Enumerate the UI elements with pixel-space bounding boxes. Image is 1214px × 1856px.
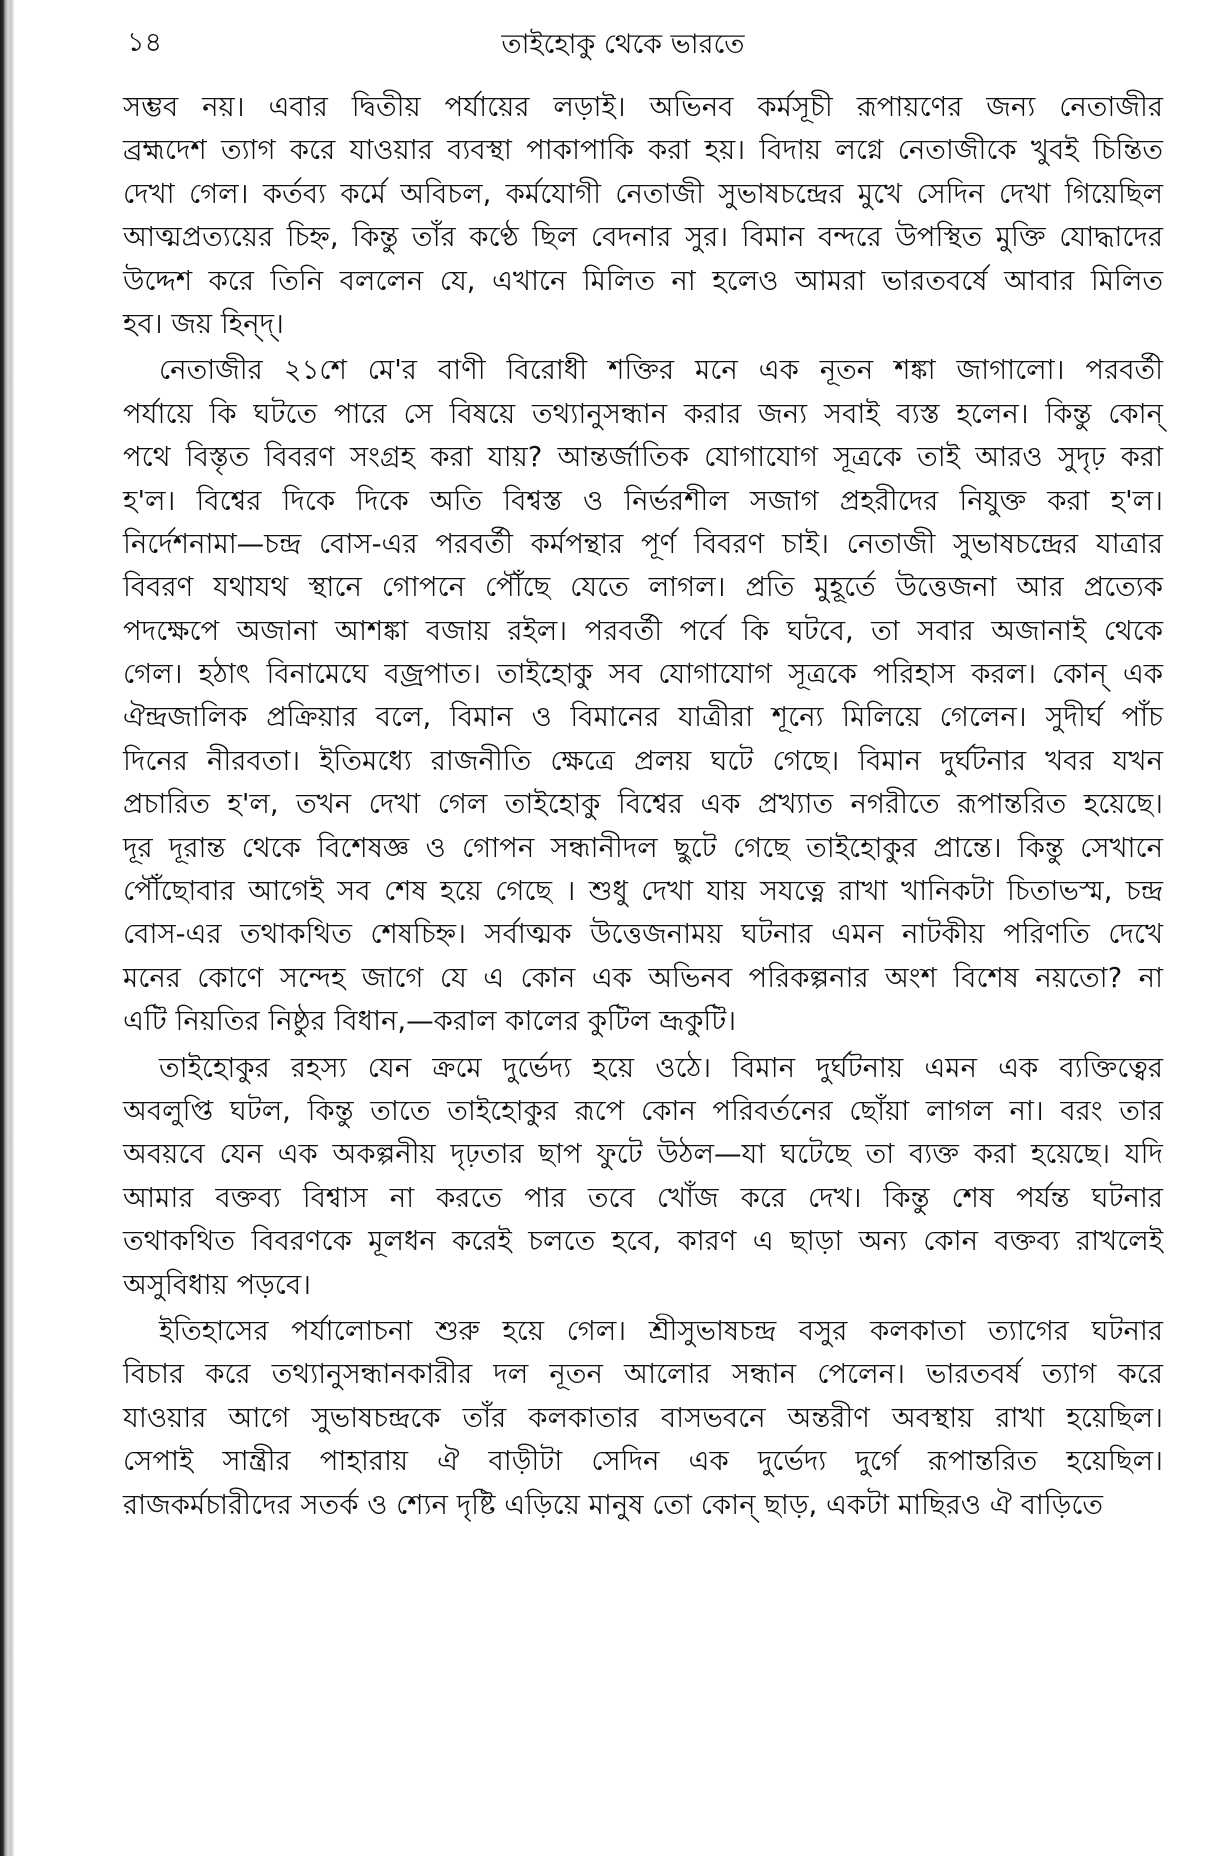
text-line: সম্ভব নয়। এবার দ্বিতীয় পর্যায়ের লড়াই। অভিনব কর্মসূচী রূপায়ণের জন্য নেতাজীর <box>123 91 1163 123</box>
text-line: বিচার করে তথ্যানুসন্ধানকারীর দল নূতন আলোর সন্ধান পেলেন। ভারতবর্ষ ত্যাগ করে <box>123 1358 1163 1391</box>
text-line: দূর দূরান্ত থেকে বিশেষজ্ঞ ও গোপন সন্ধানীদল ছুটে গেছে তাইহোকুর প্রান্তে। কিন্তু সেখানে <box>123 831 1163 864</box>
text-line: আত্মপ্রত্যয়ের চিহ্ন, কিন্তু তাঁর কণ্ঠে ছিল বেদনার সুর। বিমান বন্দরে উপস্থিত মুক্তি যোদ্ধাদের <box>123 221 1163 254</box>
text-line: গেল। হঠাৎ বিনামেঘে বজ্রপাত। তাইহোকু সব যোগাযোগ সূত্রকে পরিহাস করল। কোন্ এক <box>123 658 1163 691</box>
body-text <box>123 86 1163 1527</box>
paragraph <box>123 1047 1163 1307</box>
text-line: বোস-এর তথাকথিত শেষচিহ্ন। সর্বাত্মক উত্তেজনাময় ঘটনার এমন নাটকীয় পরিণতি দেখে <box>123 918 1163 951</box>
text-line: এটি নিয়তির নিষ্ঠুর বিধান,—করাল কালের কুটিল ভ্রূকুটি। <box>123 1005 737 1038</box>
text-line: অবয়বে যেন এক অকল্পনীয় দৃঢ়তার ছাপ ফুটে উঠল—যা ঘটেছে তা ব্যক্ত করা হয়েছে। যদি <box>123 1138 1163 1171</box>
text-line: হ'ল। বিশ্বের দিকে দিকে অতি বিশ্বস্ত ও নির্ভরশীল সজাগ প্রহরীদের নিযুক্ত করা হ'ল। <box>123 484 1163 517</box>
running-header <box>123 22 1163 66</box>
text-line: ঐন্দ্রজালিক প্রক্রিয়ার বলে, বিমান ও বিমানের যাত্রীরা শূন্যে মিলিয়ে গেলেন। সুদীর্ঘ পাঁচ <box>123 701 1163 734</box>
text-line: ইতিহাসের পর্যালোচনা শুরু হয়ে গেল। শ্রীসুভাষচন্দ্র বসুর কলকাতা ত্যাগের ঘটনার <box>159 1314 1163 1347</box>
paragraph <box>123 1310 1163 1527</box>
text-line: নেতাজীর ২১শে মে'র বাণী বিরোধী শক্তির মনে এক নূতন শঙ্কা জাগালো। পরবর্তী <box>159 354 1163 387</box>
text-line: উদ্দেশ করে তিনি বললেন যে, এখানে মিলিত না হলেও আমরা ভারতবর্ষে আবার মিলিত <box>123 264 1163 297</box>
text-line: পথে বিস্তৃত বিবরণ সংগ্রহ করা যায়? আন্তর্জাতিক যোগাযোগ সূত্রকে তাই আরও সুদৃঢ় করা <box>123 441 1163 474</box>
text-line: পর্যায়ে কি ঘটতে পারে সে বিষয়ে তথ্যানুসন্ধান করার জন্য সবাই ব্যস্ত হলেন। কিন্তু কোন্ <box>123 397 1163 430</box>
text-line: ব্রহ্মদেশ ত্যাগ করে যাওয়ার ব্যবস্থা পাকাপাকি করা হয়। বিদায় লগ্নে নেতাজীকে খুবই চিন্তিত <box>123 134 1163 167</box>
text-line: দেখা গেল। কর্তব্য কর্মে অবিচল, কর্মযোগী নেতাজী সুভাষচন্দ্রের মুখে সেদিন দেখা গিয়েছিল <box>123 177 1163 210</box>
text-line: দিনের নীরবতা। ইতিমধ্যে রাজনীতি ক্ষেত্রে প্রলয় ঘটে গেছে। বিমান দুর্ঘটনার খবর যখন <box>123 744 1163 777</box>
text-line: বিবরণ যথাযথ স্থানে গোপনে পৌঁছে যেতে লাগল। প্রতি মুহূর্তে উত্তেজনা আর প্রত্যেক <box>123 571 1163 604</box>
text-line: সেপাই সান্ত্রীর পাহারায় ঐ বাড়ীটা সেদিন এক দুর্ভেদ্য দুর্গে রূপান্তরিত হয়েছিল। <box>123 1445 1163 1478</box>
paragraph <box>123 86 1163 346</box>
text-line: যাওয়ার আগে সুভাষচন্দ্রকে তাঁর কলকাতার বাসভবনে অন্তরীণ অবস্থায় রাখা হয়েছিল। <box>123 1401 1163 1434</box>
page-number: ১৪ <box>127 27 163 58</box>
text-line: মনের কোণে সন্দেহ জাগে যে এ কোন এক অভিনব পরিকল্পনার অংশ বিশেষ নয়তো? না <box>123 961 1163 994</box>
text-line: প্রচারিত হ'ল, তখন দেখা গেল তাইহোকু বিশ্বের এক প্রখ্যাত নগরীতে রূপান্তরিত হয়েছে। <box>123 788 1163 821</box>
text-line: তথাকথিত বিবরণকে মূলধন করেই চলতে হবে, কারণ এ ছাড়া অন্য কোন বক্তব্য রাখলেই <box>123 1225 1163 1258</box>
book-title: তাইহোকু থেকে ভারতে <box>501 29 745 60</box>
text-line: অসুবিধায় পড়বে। <box>123 1268 311 1301</box>
paragraph <box>123 349 1163 1043</box>
text-line: হব। জয় হিন্দ্। <box>123 307 284 340</box>
text-line: আমার বক্তব্য বিশ্বাস না করতে পার তবে খোঁজ করে দেখ। কিন্তু শেষ পর্যন্ত ঘটনার <box>123 1181 1163 1214</box>
text-line: অবলুপ্তি ঘটল, কিন্তু তাতে তাইহোকুর রূপে কোন পরিবর্তনের ছোঁয়া লাগল না। বরং তার <box>123 1094 1163 1127</box>
book-binding-shadow <box>0 0 14 1856</box>
text-line: তাইহোকুর রহস্য যেন ক্রমে দুর্ভেদ্য হয়ে ওঠে। বিমান দুর্ঘটনায় এমন এক ব্যক্তিত্বের <box>159 1051 1163 1084</box>
text-line: রাজকর্মচারীদের সতর্ক ও শ্যেন দৃষ্টি এড়িয়ে মানুষ তো কোন্ ছাড়, একটা মাছিরও ঐ বাড়িতে <box>123 1488 1104 1521</box>
text-line: পৌঁছোবার আগেই সব শেষ হয়ে গেছে । শুধু দেখা যায় সযত্নে রাখা খানিকটা চিতাভস্ম, চন্দ্র <box>123 875 1163 908</box>
text-line: নির্দেশনামা—চন্দ্র বোস-এর পরবর্তী কর্মপন্থার পূর্ণ বিবরণ চাই। নেতাজী সুভাষচন্দ্রের যাত্রার <box>123 527 1163 560</box>
text-line: পদক্ষেপে অজানা আশঙ্কা বজায় রইল। পরবর্তী পর্বে কি ঘটবে, তা সবার অজানাই থেকে <box>123 614 1163 647</box>
